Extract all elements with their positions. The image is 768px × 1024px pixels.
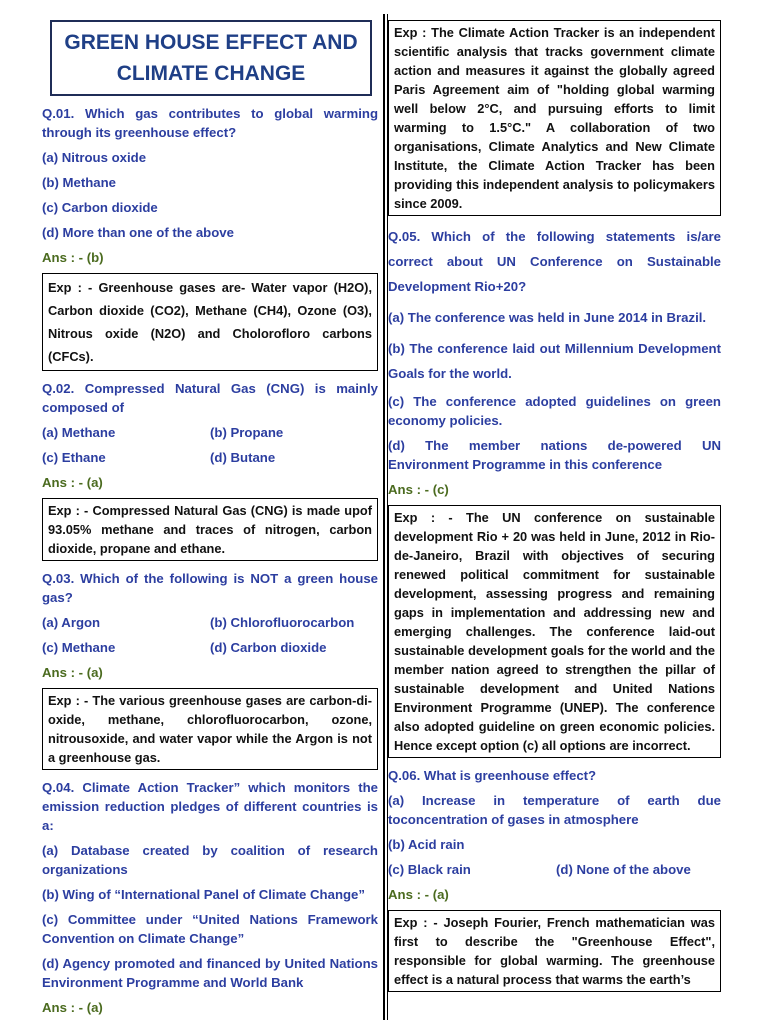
options-row-2b xyxy=(42,448,378,467)
column-divider xyxy=(383,14,385,1020)
explanation-3: Exp : - The various greenhouse gases are carbon-di-oxide, methane, chlorofluorocarbon, ozone, nitrousoxide, and water vapor while the Argon is not a greenhouse gas. xyxy=(42,688,378,770)
question-2: Q.02. Compressed Natural Gas (CNG) is mainly composed of xyxy=(42,381,378,415)
option-6c: (c) Black rain xyxy=(388,862,471,877)
option-3d: (d) Carbon dioxide xyxy=(210,640,327,655)
options-row-3b xyxy=(42,638,378,657)
option-6a: (a) Increase in temperature of earth due toconcentration of gases in atmosphere xyxy=(388,793,721,827)
question-6: Q.06. What is greenhouse effect? xyxy=(388,768,597,783)
option-1d: (d) More than one of the above xyxy=(42,225,234,240)
answer-2: Ans : - (a) xyxy=(42,475,103,490)
option-6b: (b) Acid rain xyxy=(388,837,465,852)
option-1b: (b) Methane xyxy=(42,175,116,190)
answer-6: Ans : - (a) xyxy=(388,887,449,902)
options-row-2a xyxy=(42,423,378,442)
option-3a: (a) Argon xyxy=(42,615,101,630)
question-5: Q.05. Which of the following statements is/are correct about UN Conference on Sustainable Development Rio+20? xyxy=(388,229,721,294)
explanation-2: Exp : - Compressed Natural Gas (CNG) is made upof 93.05% methane and traces of nitrogen, carbon dioxide, propane and ethane. xyxy=(42,498,378,561)
left-column xyxy=(42,14,378,1017)
answer-1: Ans : - (b) xyxy=(42,250,104,265)
question-1: Q.01. Which gas contributes to global warming through its greenhouse effect? xyxy=(42,106,378,140)
option-4a: (a) Database created by coalition of research organizations xyxy=(42,843,378,877)
page-title: GREEN HOUSE EFFECT AND CLIMATE CHANGE xyxy=(50,20,372,96)
option-1c: (c) Carbon dioxide xyxy=(42,200,158,215)
option-5b: (b) The conference laid out Millennium Development Goals for the world. xyxy=(388,341,721,381)
question-4: Q.04. Climate Action Tracker” which monitors the emission reduction pledges of different countries is a: xyxy=(42,780,378,833)
answer-5: Ans : - (c) xyxy=(388,482,449,497)
explanation-6: Exp : - Joseph Fourier, French mathematician was first to describe the "Greenhouse Effect", responsible for global warming. The greenhouse effect is a natural process that warms the earth’s xyxy=(388,910,721,992)
option-2d: (d) Butane xyxy=(210,450,276,465)
option-1a: (a) Nitrous oxide xyxy=(42,150,147,165)
option-5d: (d) The member nations de-powered UN Environment Programme in this conference xyxy=(388,438,721,472)
option-3b: (b) Chlorofluorocarbon xyxy=(210,615,355,630)
options-row-6 xyxy=(388,860,721,879)
explanation-1: Exp : - Greenhouse gases are- Water vapor (H2O), Carbon dioxide (CO2), Methane (CH4), Ozone (O3), Nitrous oxide (N2O) and Cholorofloro carbons (CFCs). xyxy=(42,273,378,371)
question-3: Q.03. Which of the following is NOT a green house gas? xyxy=(42,571,378,605)
option-5a: (a) The conference was held in June 2014 in Brazil. xyxy=(388,310,707,325)
right-column xyxy=(388,14,721,992)
option-2b: (b) Propane xyxy=(210,425,284,440)
option-2a: (a) Methane xyxy=(42,425,116,440)
option-3c: (c) Methane xyxy=(42,640,116,655)
option-5c: (c) The conference adopted guidelines on green economy policies. xyxy=(388,394,721,428)
option-2c: (c) Ethane xyxy=(42,450,106,465)
answer-3: Ans : - (a) xyxy=(42,665,103,680)
option-4c: (c) Committee under “United Nations Framework Convention on Climate Change” xyxy=(42,912,378,946)
explanation-5: Exp : - The UN conference on sustainable development Rio + 20 was held in June, 2012 in Rio-de-Janeiro, Brazil with objectives of securing renewed political commitment for sustainable development, assessing progress and remaining gaps in implementation and addressing new and emerging challenges. The conference laid-out sustainable development goals for the world and the member nation agreed to strengthen the pillar of sustainable development and United Nations Environment Programme (UNEP). The conference also adopted guideline on green economic policies. Hence except option (c) all options are incorrect. xyxy=(388,505,721,758)
option-4d: (d) Agency promoted and financed by United Nations Environment Programme and World Bank xyxy=(42,956,378,990)
explanation-4: Exp : The Climate Action Tracker is an independent scientific analysis that tracks government climate action and measures it against the globally agreed Paris Agreement aim of "holding global warming well below 2°C, and pursuing efforts to limit warming to 1.5°C." A collaboration of two organisations, Climate Analytics and New Climate Institute, the Climate Action Tracker has been providing this independent analysis to policymakers since 2009. xyxy=(388,20,721,216)
answer-4: Ans : - (a) xyxy=(42,1000,103,1015)
option-6d: (d) None of the above xyxy=(556,862,691,877)
option-4b: (b) Wing of “International Panel of Climate Change” xyxy=(42,887,365,902)
options-row-3a xyxy=(42,613,378,632)
